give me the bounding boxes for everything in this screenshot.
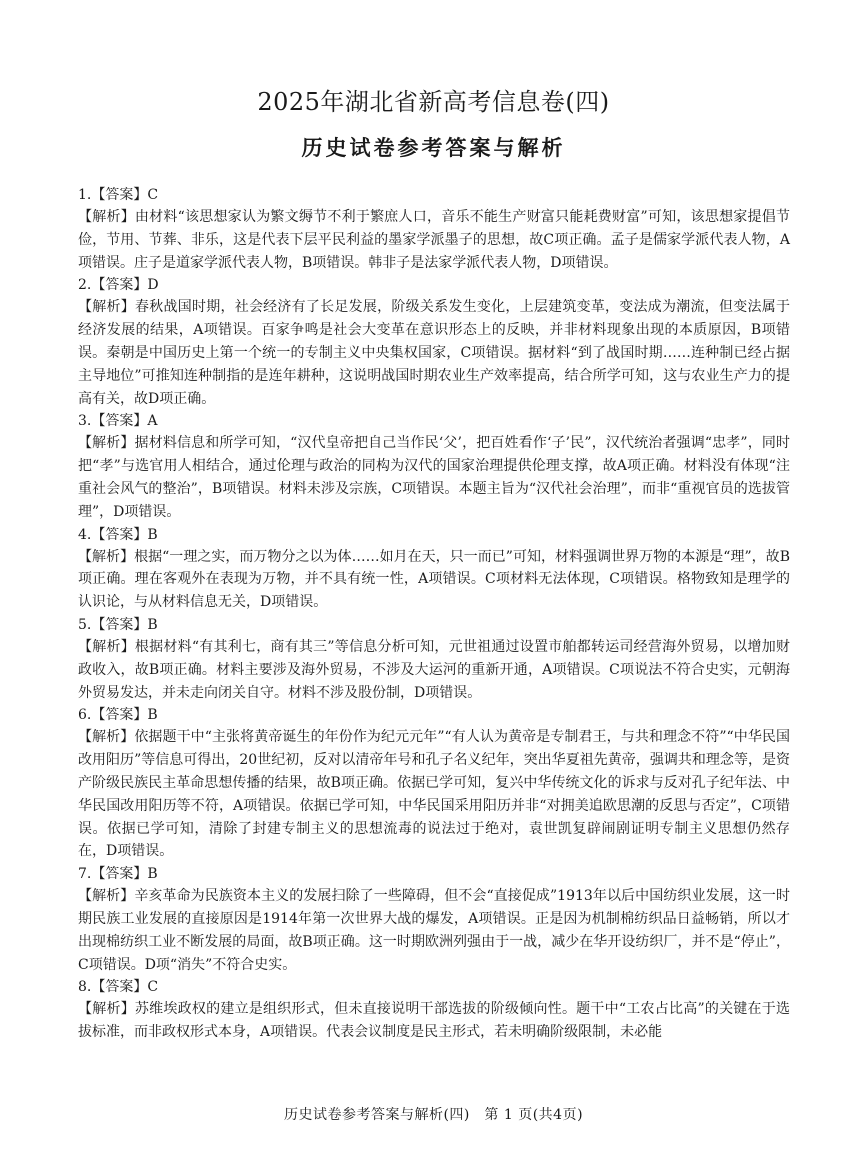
answer-line: 4.【答案】B xyxy=(78,526,158,543)
answer-line: 7.【答案】B xyxy=(78,866,158,883)
analysis-text: 【解析】辛亥革命为民族资本主义的发展扫除了一些障碍，但不会“直接促成”1913年以后中国纺织业发展，这一时期民族工业发展的直接原因是1914年第一次世界大战的爆发，A项错误。正是因为机制棉纺织品日益畅销，所以才出现棉纺织工业不断发展的局面，故B项正确。这一时期欧洲列强由于一战，减少在华开设纺织厂，并不是“停止”，C项错误。D项“消失”不符合史实。 xyxy=(78,888,790,973)
answer-item-6 xyxy=(78,704,790,863)
answer-item-2 xyxy=(78,274,790,410)
answer-item-1 xyxy=(78,184,790,274)
answer-line: 6.【答案】B xyxy=(78,707,158,724)
analysis-text: 【解析】依据题干中“主张将黄帝诞生的年份作为纪元元年”“有人认为黄帝是专制君王，与共和理念不符”“中华民国改用阳历”等信息可得出，20世纪初，反对以清帝年号和孔子名义纪年，突出华夏祖先黄帝，强调共和理念等，是资产阶级民族民主革命思想传播的结果，故B项正确。依据已学可知，复兴中华传统文化的诉求与反对孔子纪年法、中华民国改用阳历等不符，A项错误。依据已学可知，中华民国采用阳历并非“对拥美追欧思潮的反思与否定”，C项错误。依据已学可知，清除了封建专制主义的思想流毒的说法过于绝对，袁世凯复辟闹剧证明专制主义思想仍然存在，D项错误。 xyxy=(78,729,790,860)
analysis-text: 【解析】苏维埃政权的建立是组织形式，但未直接说明干部选拔的阶级倾向性。题干中“工农占比高”的关键在于选拔标准，而非政权形式本身，A项错误。代表会议制度是民主形式，若未明确阶级限制，未必能 xyxy=(78,1001,790,1041)
page-footer: 历史试卷参考答案与解析(四) 第 1 页(共4页) xyxy=(283,1107,584,1123)
answer-item-4 xyxy=(78,524,790,614)
answer-line: 3.【答案】A xyxy=(78,413,158,430)
analysis-text: 【解析】根据材料“有其利七，商有其三”等信息分析可知，元世祖通过设置市舶都转运司经营海外贸易，以增加财政收入，故B项正确。材料主要涉及海外贸易，不涉及大运河的重新开通，A项错误。C项说法不符合史实，元朝海外贸易发达，并未走向闭关自守。材料不涉及股份制，D项错误。 xyxy=(78,638,790,701)
analysis-text: 【解析】据材料信息和所学可知，“汉代皇帝把自己当作民‘父’，把百姓看作‘子’民”，汉代统治者强调“忠孝”，同时把“孝”与选官用人相结合，通过伦理与政治的同构为汉代的国家治理提供伦理支撑，故A项正确。材料没有体现“注重社会风气的整治”，B项错误。材料未涉及宗族，C项错误。本题主旨为“汉代社会治理”，而非“重视官员的选拔管理”，D项错误。 xyxy=(78,435,790,520)
page-subtitle: 历史试卷参考答案与解析 xyxy=(301,136,566,160)
analysis-text: 【解析】根据“一理之实，而万物分之以为体……如月在天，只一而已”可知，材料强调世界万物的本源是“理”，故B项正确。理在客观外在表现为万物，并不具有统一性，A项错误。C项材料无法体现，C项错误。格物致知是理学的认识论，与从材料信息无关，D项错误。 xyxy=(78,548,790,611)
answer-line: 5.【答案】B xyxy=(78,616,158,633)
analysis-text: 【解析】春秋战国时期，社会经济有了长足发展，阶级关系发生变化，上层建筑变革，变法成为潮流，但变法属于经济发展的结果，A项错误。百家争鸣是社会大变革在意识形态上的反映，并非材料现象出现的本质原因，B项错误。秦朝是中国历史上第一个统一的专制主义中央集权国家，C项错误。据材料“到了战国时期……连种制已经占据主导地位”可推知连种制指的是连年耕种，这说明战国时期农业生产效率提高，结合所学可知，这与农业生产力的提高有关，故D项正确。 xyxy=(78,299,790,407)
answer-item-7 xyxy=(78,863,790,976)
page-title: 2025年湖北省新高考信息卷(四) xyxy=(257,88,610,116)
answer-item-5 xyxy=(78,614,790,704)
analysis-text: 【解析】由材料“该思想家认为繁文缛节不利于繁庶人口，音乐不能生产财富只能耗费财富”可知，该思想家提倡节俭，节用、节葬、非乐，这是代表下层平民利益的墨家学派墨子的思想，故C项正确。孟子是儒家学派代表人物，A项错误。庄子是道家学派代表人物，B项错误。韩非子是法家学派代表人物，D项错误。 xyxy=(78,209,790,271)
answer-item-3 xyxy=(78,410,790,523)
answer-line: 8.【答案】C xyxy=(78,979,159,996)
answer-list xyxy=(78,184,790,1044)
answer-line: 2.【答案】D xyxy=(78,277,159,294)
answer-line: 1.【答案】C xyxy=(78,187,159,203)
answer-item-8 xyxy=(78,976,790,1044)
